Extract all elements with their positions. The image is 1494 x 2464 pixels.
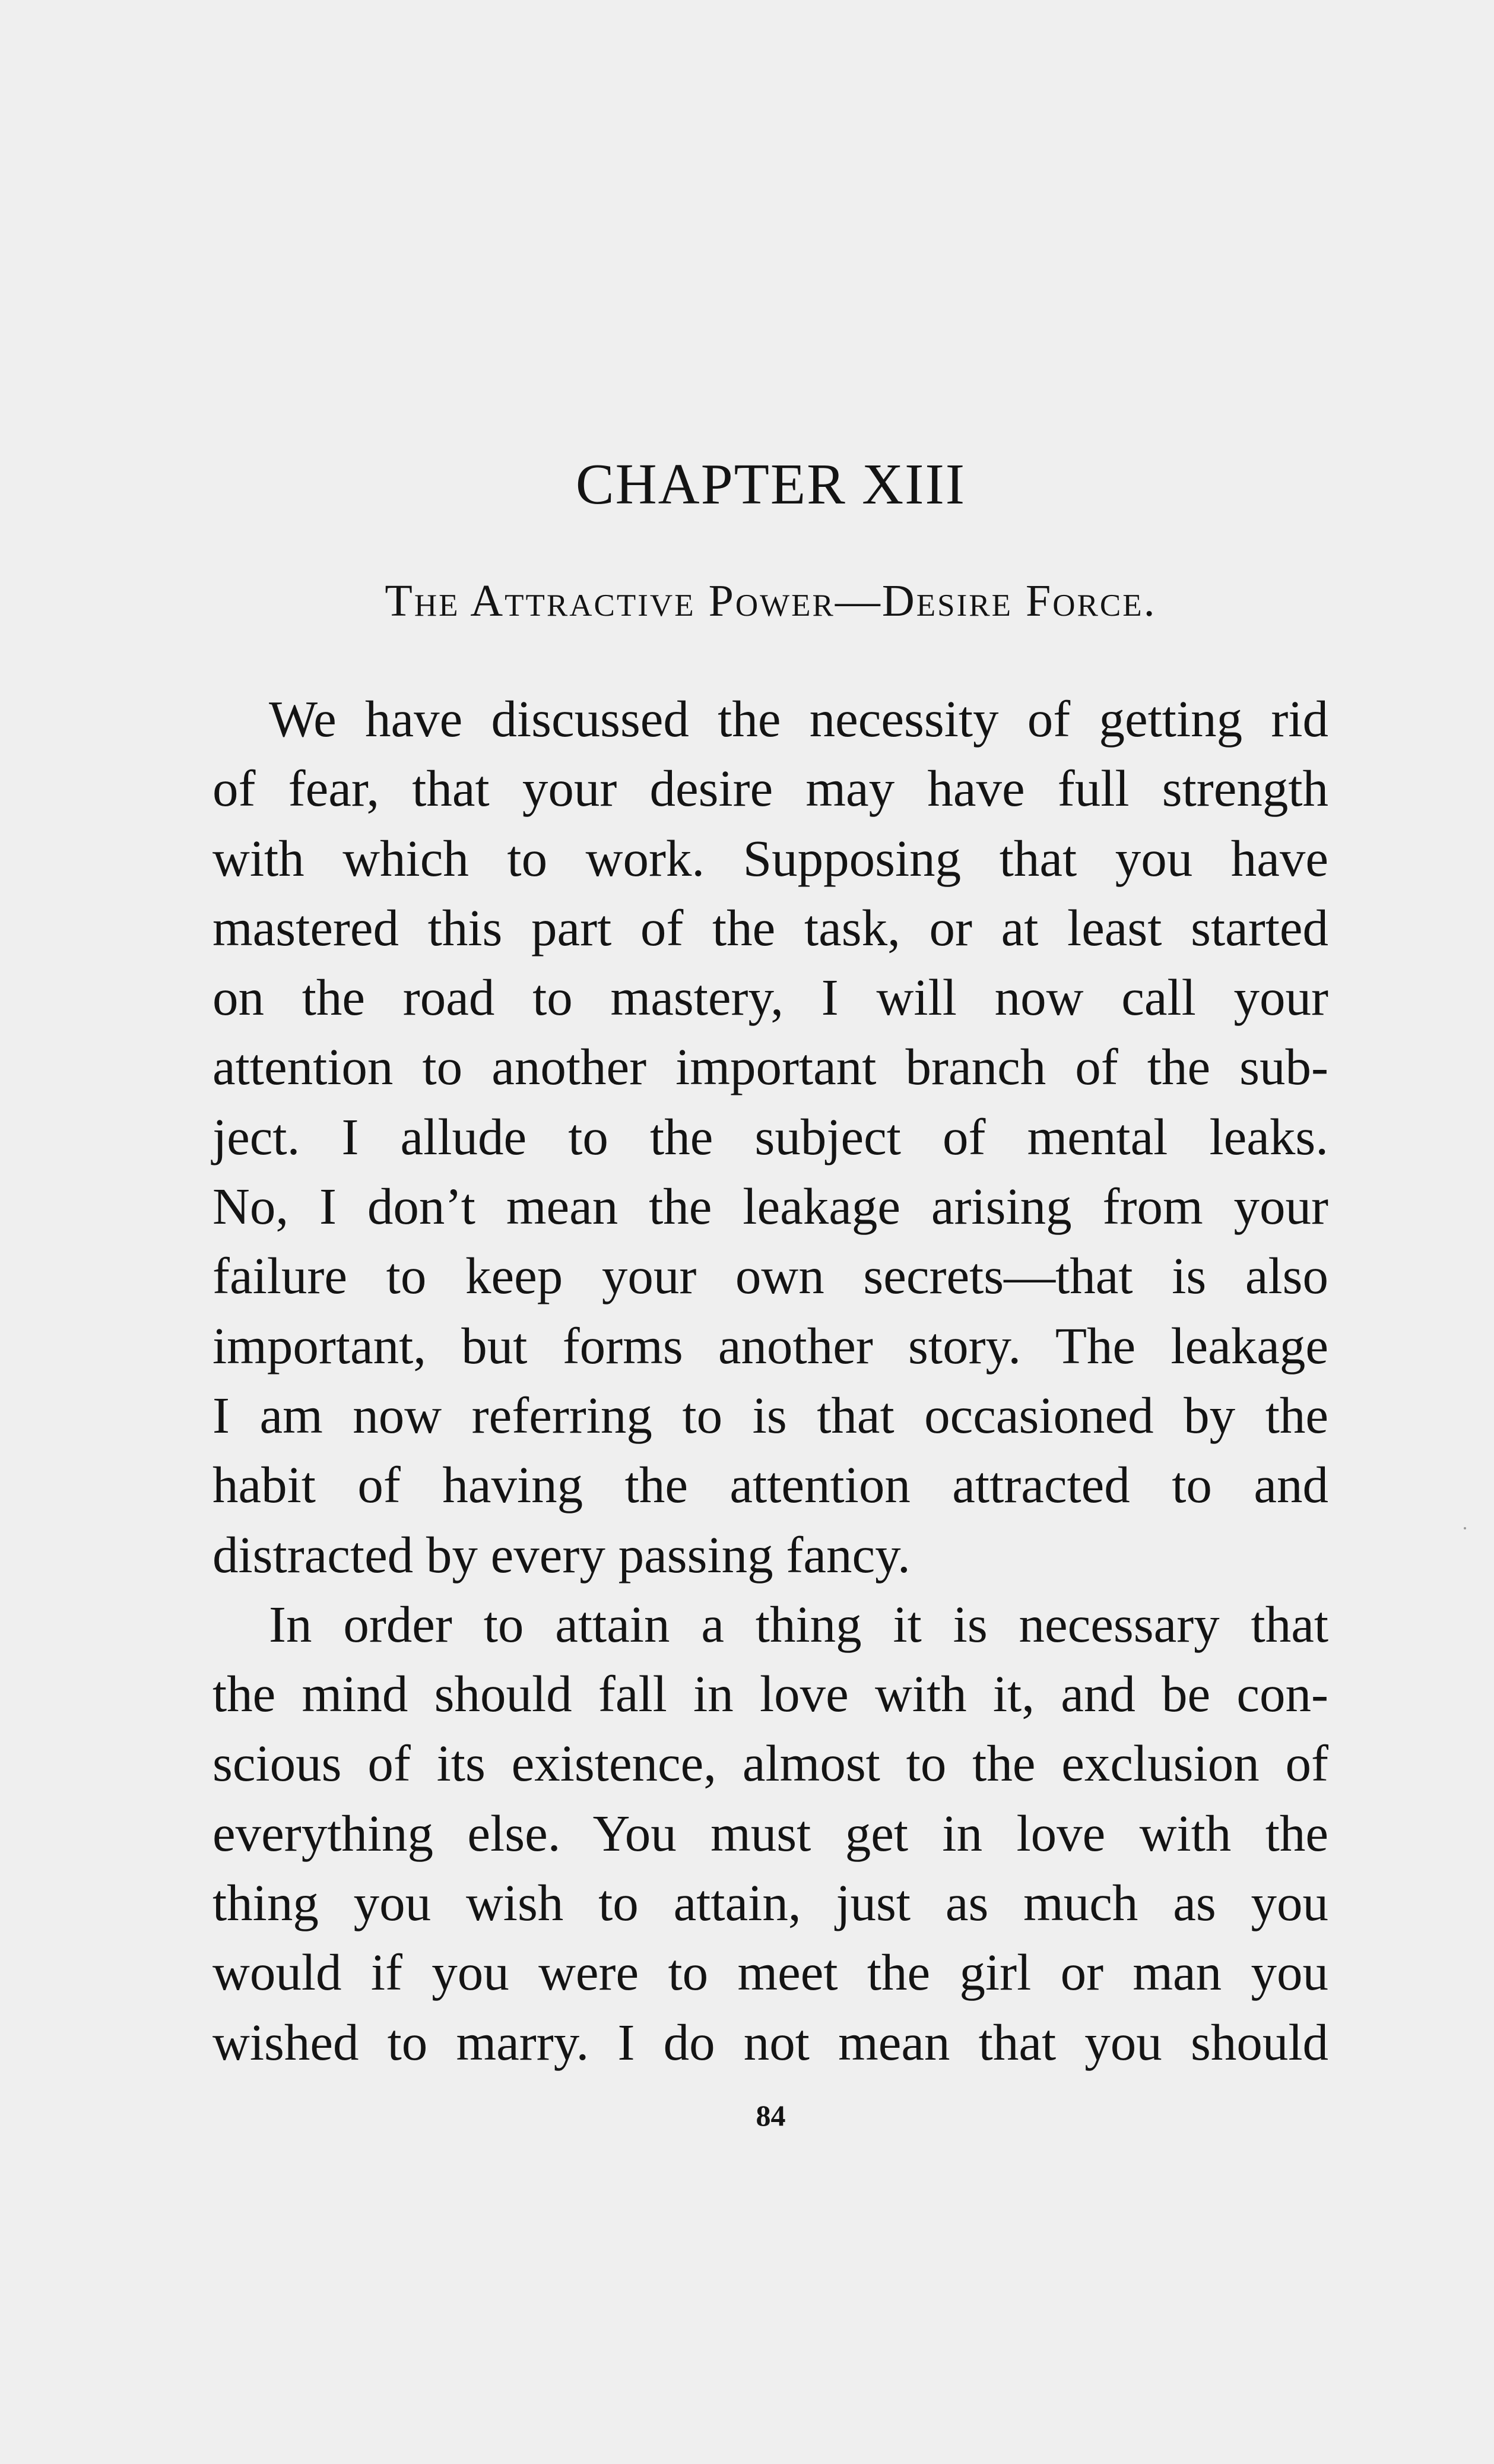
text-line: failure to keep your own secrets—that is also [212, 1247, 1328, 1305]
text-line: would if you were to meet the girl or man you [212, 1943, 1328, 2001]
text-line: mastered this part of the task, or at least started [212, 898, 1328, 957]
text-line: attention to another important branch of the sub- [212, 1038, 1328, 1096]
text-line: wished to marry. I do not mean that you should [212, 2013, 1328, 2071]
text-line: No, I don’t mean the leakage arising from your [212, 1177, 1328, 1236]
paragraph [212, 684, 1328, 1589]
text-line: the mind should fall in love with it, and be con- [212, 1665, 1328, 1723]
text-line: I am now referring to is that occasioned by the [212, 1386, 1328, 1444]
text-line: ject. I allude to the subject of mental leaks. [212, 1107, 1328, 1166]
text-line: habit of having the attention attracted to and [212, 1456, 1328, 1514]
text-line: In order to attain a thing it is necessary that [269, 1595, 1328, 1653]
chapter-number: CHAPTER XIII [575, 452, 966, 516]
scan-speck [1464, 1527, 1466, 1529]
paragraph [212, 1589, 1328, 2077]
page-number: 84 [756, 2099, 786, 2132]
text-line: everything else. You must get in love with the [212, 1804, 1328, 1862]
text-line: We have discussed the necessity of getting rid [269, 690, 1328, 748]
text-line: distracted by every passing fancy. [212, 1525, 911, 1583]
text-line: of fear, that your desire may have full strength [212, 759, 1328, 818]
text-line: scious of its existence, almost to the exclusion of [212, 1734, 1328, 1792]
chapter-title: The Attractive Power—Desire Force. [385, 576, 1157, 626]
text-line: important, but forms another story. The leakage [212, 1316, 1328, 1374]
body-text [212, 684, 1328, 2077]
text-line: with which to work. Supposing that you have [212, 829, 1328, 887]
text-line: thing you wish to attain, just as much as you [212, 1874, 1328, 1932]
text-line: on the road to mastery, I will now call your [212, 968, 1328, 1027]
